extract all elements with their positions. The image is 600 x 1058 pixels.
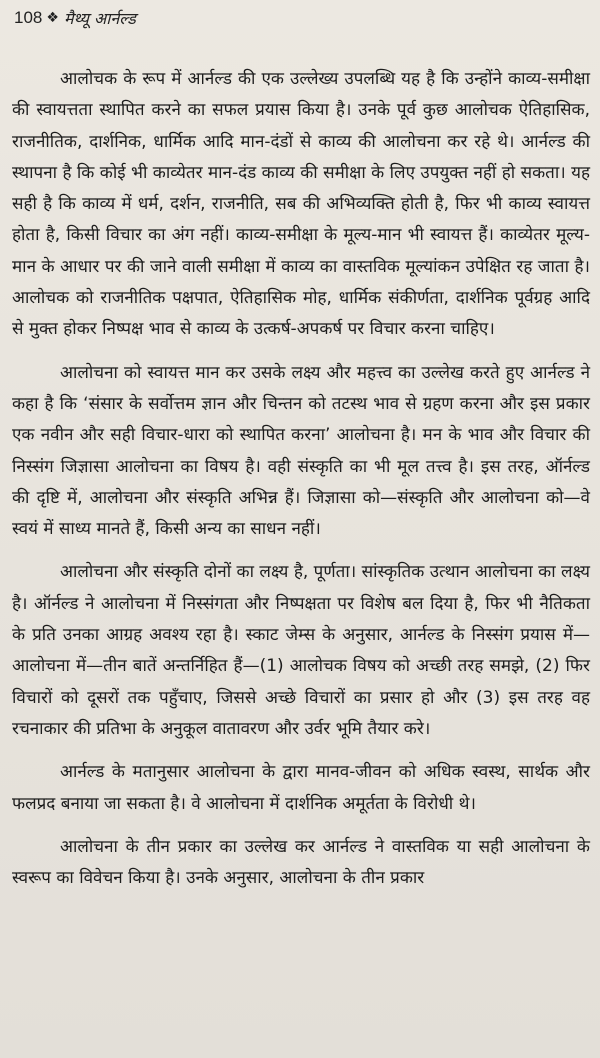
body-text xyxy=(12,64,590,894)
paragraph-5: आलोचना के तीन प्रकार का उल्लेख कर आर्नल्ड ने वास्तविक या सही आलोचना के स्वरूप का विवेचन किया है। उनके अनुसार, आलोचना के तीन प्रकार xyxy=(12,836,590,889)
page-number: 108 xyxy=(14,8,43,27)
paragraph-1: आलोचक के रूप में आर्नल्ड की एक उल्लेख्य उपलब्धि यह है कि उन्होंने काव्य-समीक्षा की स्वायत्तता स्थापित करने का सफल प्रयास किया है। उनके पूर्व कुछ आलोचक ऐतिहासिक, राजनीतिक, दार्शनिक, धार्मिक आदि मान-दंडों से काव्य की आलोचना कर रहे थे। आर्नल्ड की स्थापना है कि कोई भी काव्येतर मान-दंड काव्य की समीक्षा के लिए उपयुक्त नहीं हो सकता। यह सही है कि काव्य में धर्म, दर्शन, राजनीति, सब की अभिव्यक्ति होती है, फिर भी काव्य स्वायत्त होता है, किसी विचार का अंग नहीं। काव्य-समीक्षा के मूल्य-मान भी स्वायत्त हैं। काव्येतर मूल्य-मान के आधार पर की जाने वाली समीक्षा में काव्य का वास्तविक मूल्यांकन उपेक्षित रह जाता है। आलोचक को राजनीतिक पक्षपात, ऐतिहासिक मोह, धार्मिक संकीर्णता, दार्शनिक पूर्वग्रह आदि से मुक्त होकर निष्पक्ष भाव से काव्य के उत्कर्ष-अपकर्ष पर विचार करना चाहिए। xyxy=(12,69,590,340)
paragraph-3: आलोचना और संस्कृति दोनों का लक्ष्य है, पूर्णता। सांस्कृतिक उत्थान आलोचना का लक्ष्य है। ऑर्नल्ड ने आलोचना में निस्संगता और निष्पक्षता पर विशेष बल दिया है, फिर भी नैतिकता के प्रति उनका आग्रह अवश्य रहा है। स्काट जेम्स के अनुसार, आर्नल्ड के निस्संग प्रयास में—आलोचना में—तीन बातें अन्तर्निहित हैं—(1) आलोचक विषय को अच्छी तरह समझे, (2) फिर विचारों को दूसरों तक पहुँचाए, जिससे अच्छे विचारों का प्रसार हो और (3) इस तरह वह रचनाकार की प्रतिभा के अनुकूल वातावरण और उर्वर भूमि तैयार करे। xyxy=(12,562,590,739)
paragraph-2: आलोचना को स्वायत्त मान कर उसके लक्ष्य और महत्त्व का उल्लेख करते हुए आर्नल्ड ने कहा है कि ‘संसार के सर्वोत्तम ज्ञान और चिन्तन को तटस्थ भाव से ग्रहण करना और इस प्रकार एक नवीन और सही विचार-धारा को स्थापित करना’ आलोचना है। मन के भाव और विचार की निस्संग जिज्ञासा आलोचना का विषय है। वही संस्कृति का भी मूल तत्त्व है। इस तरह, ऑर्नल्ड की दृष्टि में, आलोचना और संस्कृति अभिन्न हैं। जिज्ञासा को—संस्कृति और आलोचना को—वे स्वयं में साध्य मानते हैं, किसी अन्य का साधन नहीं। xyxy=(12,362,590,540)
ornament-icon: ❖ xyxy=(46,10,59,26)
running-title: मैथ्यू आर्नल्ड xyxy=(63,9,136,28)
page-header xyxy=(14,6,136,30)
paragraph-4: आर्नल्ड के मतानुसार आलोचना के द्वारा मानव-जीवन को अधिक स्वस्थ, सार्थक और फलप्रद बनाया जा सकता है। वे आलोचना में दार्शनिक अमूर्तता के विरोधी थे। xyxy=(12,762,590,814)
